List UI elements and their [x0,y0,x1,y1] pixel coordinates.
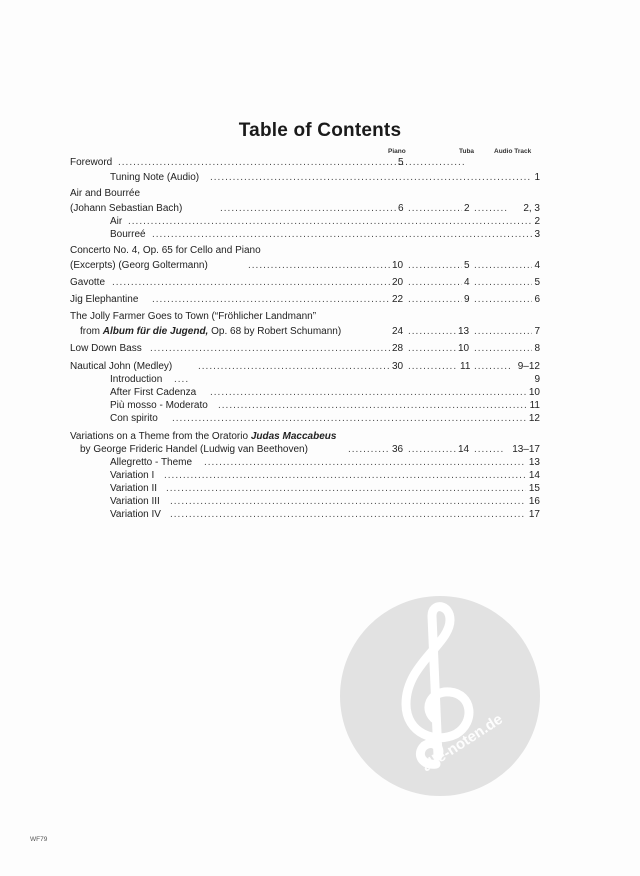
leader-dots [474,293,532,307]
leader-dots [408,325,456,339]
toc-entry-jig-elephantine[interactable] [70,293,540,307]
tuba-page: 2 [464,203,470,214]
audio-track: 1 [534,172,540,183]
entry-title-rest: Op. 68 by Robert Schumann) [211,326,342,337]
entry-title: Variation III [110,496,160,507]
audio-track: 2, 3 [523,203,540,214]
leader-dots [408,342,456,356]
entry-title: Variation II [110,483,158,494]
toc-entry-variations[interactable] [70,430,540,444]
entry-title: Allegretto - Theme [110,457,193,468]
leader-dots [166,482,526,496]
leader-dots [474,202,508,216]
tuba-page: 4 [464,277,470,288]
leader-dots [170,495,526,509]
audio-track: 14 [528,470,540,481]
leader-dots [408,276,462,290]
leader-dots [118,156,464,170]
leader-dots [164,469,526,483]
leader-dots [210,171,532,185]
column-header-tuba: Tuba [459,148,475,155]
audio-track: 11 [529,400,540,411]
leader-dots [220,202,396,216]
piano-page: 10 [392,260,404,271]
leader-dots [474,259,532,273]
entry-title: (Excerpts) (Georg Goltermann) [70,260,208,271]
audio-track: 17 [528,509,540,520]
entry-title: Air and Bourrée [70,188,141,199]
toc-entry-air-and-bourree-composer[interactable] [70,202,540,216]
toc-entry-piu-mosso[interactable] [70,399,540,413]
toc-entry-concerto[interactable] [70,244,540,258]
entry-title: Con spirito [110,413,158,424]
piano-page: 30 [392,361,404,372]
leader-dots [408,443,456,457]
page-footer-code: WF79 [30,836,48,843]
audio-track: 15 [528,483,540,494]
column-header-audio-track: Audio Track [494,148,532,155]
leader-dots [152,293,390,307]
toc-entry-jolly-farmer-source[interactable] [70,325,540,339]
piano-page: 20 [392,277,404,288]
toc-entry-gavotte[interactable] [70,276,540,290]
leader-dots [408,259,462,273]
toc-entry-allegretto[interactable] [70,456,540,470]
toc-entry-air[interactable] [70,215,540,229]
leader-dots [170,508,526,522]
leader-dots [174,373,188,387]
toc-entry-concerto-composer[interactable] [70,259,540,273]
leader-dots [474,342,532,356]
entry-title: Foreword [70,157,113,168]
leader-dots [172,412,526,426]
leader-dots [150,342,390,356]
toc-entry-air-and-bourree[interactable] [70,187,540,201]
oratorio-title: Judas Maccabeus [250,431,337,442]
toc-entry-variation-3[interactable] [70,495,540,509]
leader-dots [474,276,532,290]
entry-title: Tuning Note (Audio) [110,172,200,183]
leader-dots [128,215,532,229]
entry-title [80,325,341,339]
piano-page: 22 [392,294,404,305]
toc-entry-low-down-bass[interactable] [70,342,540,356]
entry-title: Variation IV [110,509,161,520]
leader-dots [210,386,526,400]
audio-track: 4 [534,260,540,271]
leader-dots [408,202,462,216]
audio-track: 3 [534,229,540,240]
leader-dots [198,360,390,374]
audio-track: 12 [528,413,540,424]
entry-title: Più mosso - Moderato [110,400,208,411]
toc-entry-variation-1[interactable] [70,469,540,483]
toc-entry-con-spirito[interactable] [70,412,540,426]
page-title: Table of Contents [238,120,402,141]
leader-dots [474,443,504,457]
tuba-page: 9 [464,294,470,305]
entry-title-prefix: from [80,326,100,337]
entry-title: by George Frideric Handel (Ludwig van Beethoven) [80,444,308,455]
audio-track: 10 [528,387,540,398]
entry-title: Jig Elephantine [70,294,139,305]
leader-dots [218,399,528,413]
piano-page: 28 [392,343,404,354]
leader-dots [408,293,462,307]
watermark-text: alle-noten.de [418,710,506,776]
entry-title: (Johann Sebastian Bach) [70,203,183,214]
album-title: Album für die Jugend, [102,326,209,337]
leader-dots [204,456,526,470]
audio-track: 13–17 [512,444,540,455]
entry-title: Low Down Bass [70,343,142,354]
piano-page: 6 [398,203,404,214]
watermark [340,596,540,796]
leader-dots [408,360,458,374]
toc-entry-bourree[interactable] [70,228,540,242]
column-header-piano: Piano [388,148,406,155]
entry-title: The Jolly Farmer Goes to Town (“Fröhlicher Landmann” [70,311,317,322]
toc-entry-after-first-cadenza[interactable] [70,386,540,400]
audio-track: 9–12 [517,361,540,372]
entry-title: Concerto No. 4, Op. 65 for Cello and Piano [70,245,261,256]
leader-dots [474,360,510,374]
toc-entry-variations-composer[interactable] [70,443,540,457]
toc-entry-jolly-farmer[interactable] [70,310,540,324]
toc-entry-tuning-note[interactable] [70,171,540,185]
toc-entry-introduction[interactable] [70,373,540,387]
piano-page: 5 [398,157,404,168]
audio-track: 9 [534,374,540,385]
toc-entry-nautical-john[interactable] [70,360,540,374]
tuba-page: 11 [460,361,471,372]
entry-title: Gavotte [70,277,106,288]
tuba-page: 10 [458,343,470,354]
entry-title: After First Cadenza [110,387,197,398]
leader-dots [112,276,390,290]
audio-track: 13 [528,457,540,468]
leader-dots [152,228,532,242]
piano-page: 24 [392,326,404,337]
audio-track: 6 [534,294,540,305]
audio-track: 16 [528,496,540,507]
entry-title-main: Variations on a Theme from the Oratorio [70,431,249,442]
audio-track: 8 [534,343,540,354]
audio-track: 2 [534,216,540,227]
tuba-page: 5 [464,260,470,271]
toc-entry-variation-4[interactable] [70,508,540,522]
leader-dots [474,325,532,339]
audio-track: 5 [534,277,540,288]
toc-entry-variation-2[interactable] [70,482,540,496]
entry-title: Nautical John (Medley) [70,361,173,372]
entry-title [70,430,336,444]
piano-page: 36 [392,444,404,455]
leader-dots [248,259,390,273]
tuba-page: 14 [458,444,470,455]
entry-title: Bourreé [110,229,146,240]
leader-dots [348,443,390,457]
audio-track: 7 [534,326,540,337]
entry-title: Introduction [110,374,163,385]
toc-entry-foreword[interactable] [70,156,540,170]
entry-title: Air [110,216,123,227]
entry-title: Variation I [110,470,155,481]
tuba-page: 13 [458,326,470,337]
